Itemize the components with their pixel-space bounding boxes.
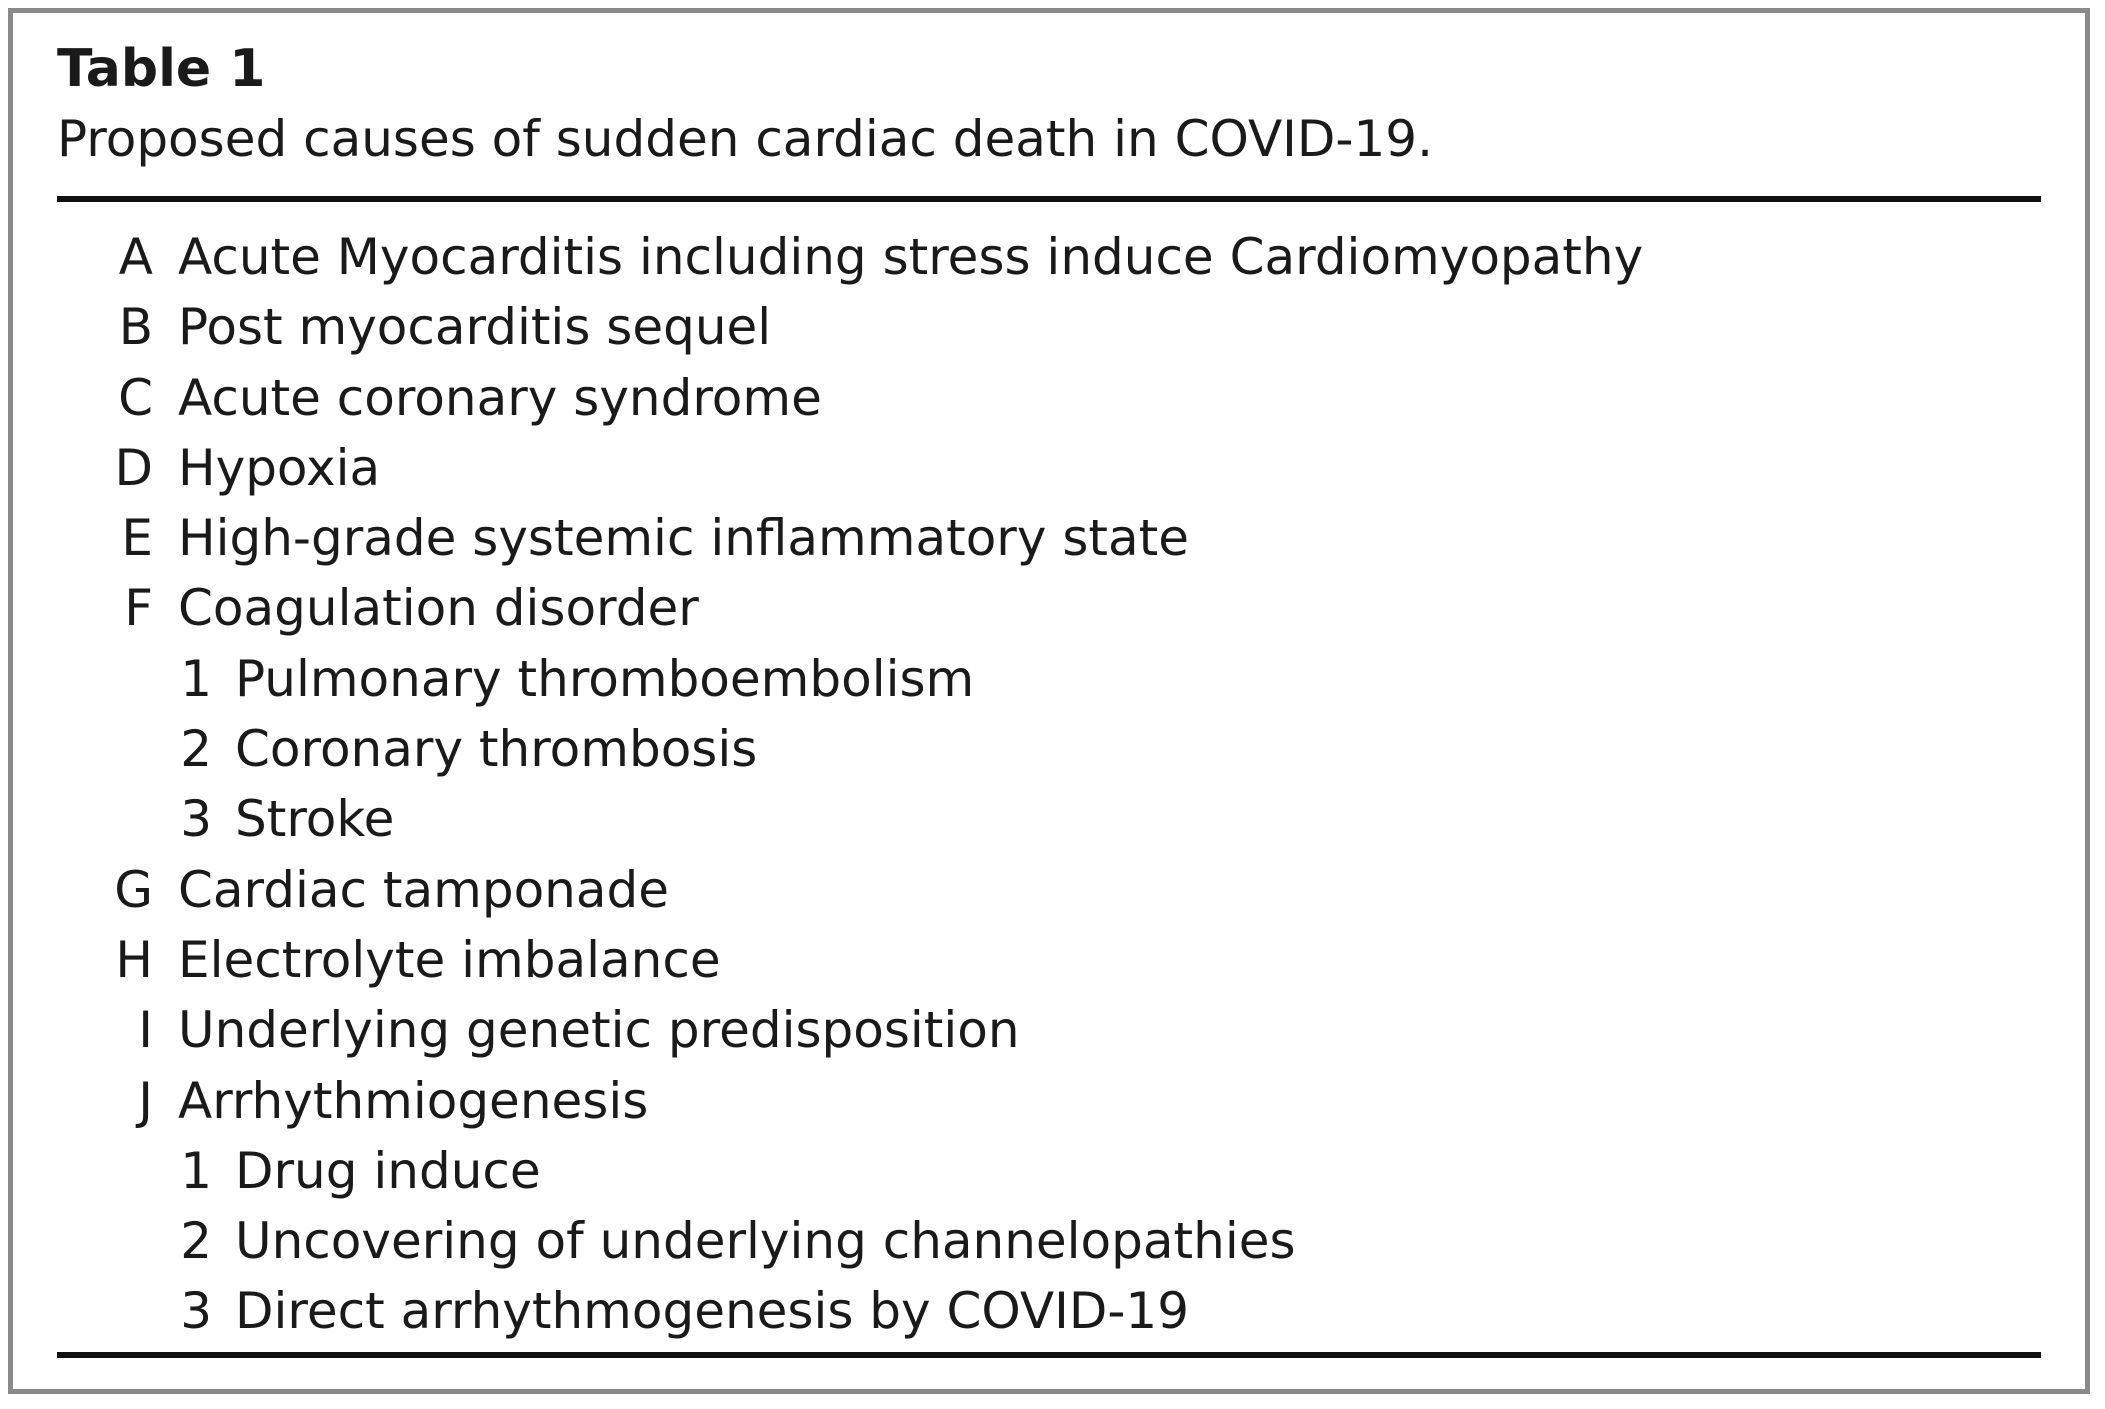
item-text: Acute coronary syndrome (178, 368, 822, 427)
item-marker: A (118, 228, 153, 286)
item-marker: C (118, 368, 153, 427)
item-text: Arrhythmiogenesis (178, 1071, 649, 1130)
item-text: Post myocarditis sequel (178, 298, 772, 357)
item-marker: 1 (180, 1141, 212, 1200)
table-caption: Proposed causes of sudden cardiac death in COVID-19. (57, 110, 1433, 168)
item-text: Coronary thrombosis (235, 720, 758, 779)
item-text: Uncovering of underlying channelopathies (235, 1212, 1296, 1271)
item-marker: I (138, 1001, 153, 1060)
item-text: Direct arrhythmogenesis by COVID-19 (235, 1282, 1190, 1341)
top-rule (57, 196, 2041, 202)
item-text: Hypoxia (178, 438, 381, 497)
table-title: Table 1 (57, 39, 266, 99)
bottom-rule (57, 1352, 2041, 1358)
item-text: High-grade systemic inflammatory state (178, 509, 1189, 568)
item-marker: 3 (180, 790, 212, 849)
item-text: Coagulation disorder (178, 579, 699, 638)
item-marker: J (138, 1071, 153, 1130)
item-marker: E (121, 509, 153, 568)
item-marker: 1 (180, 649, 212, 708)
item-marker: 2 (180, 720, 212, 779)
item-marker: H (115, 930, 153, 989)
item-text: Underlying genetic predisposition (178, 1001, 1020, 1060)
item-text: Electrolyte imbalance (178, 930, 721, 989)
item-text: Acute Myocarditis including stress induce Cardiomyopathy (178, 228, 1644, 286)
item-text: Pulmonary thromboembolism (235, 649, 975, 708)
item-marker: 3 (180, 1282, 212, 1341)
item-text: Drug induce (235, 1141, 541, 1200)
item-text: Cardiac tamponade (178, 860, 669, 919)
item-text: Stroke (235, 790, 395, 849)
item-marker: G (114, 860, 153, 919)
item-marker: 2 (180, 1212, 212, 1271)
item-marker: D (114, 438, 153, 497)
table-frame (8, 8, 2090, 1394)
item-marker: B (118, 298, 153, 357)
item-marker: F (124, 579, 153, 638)
